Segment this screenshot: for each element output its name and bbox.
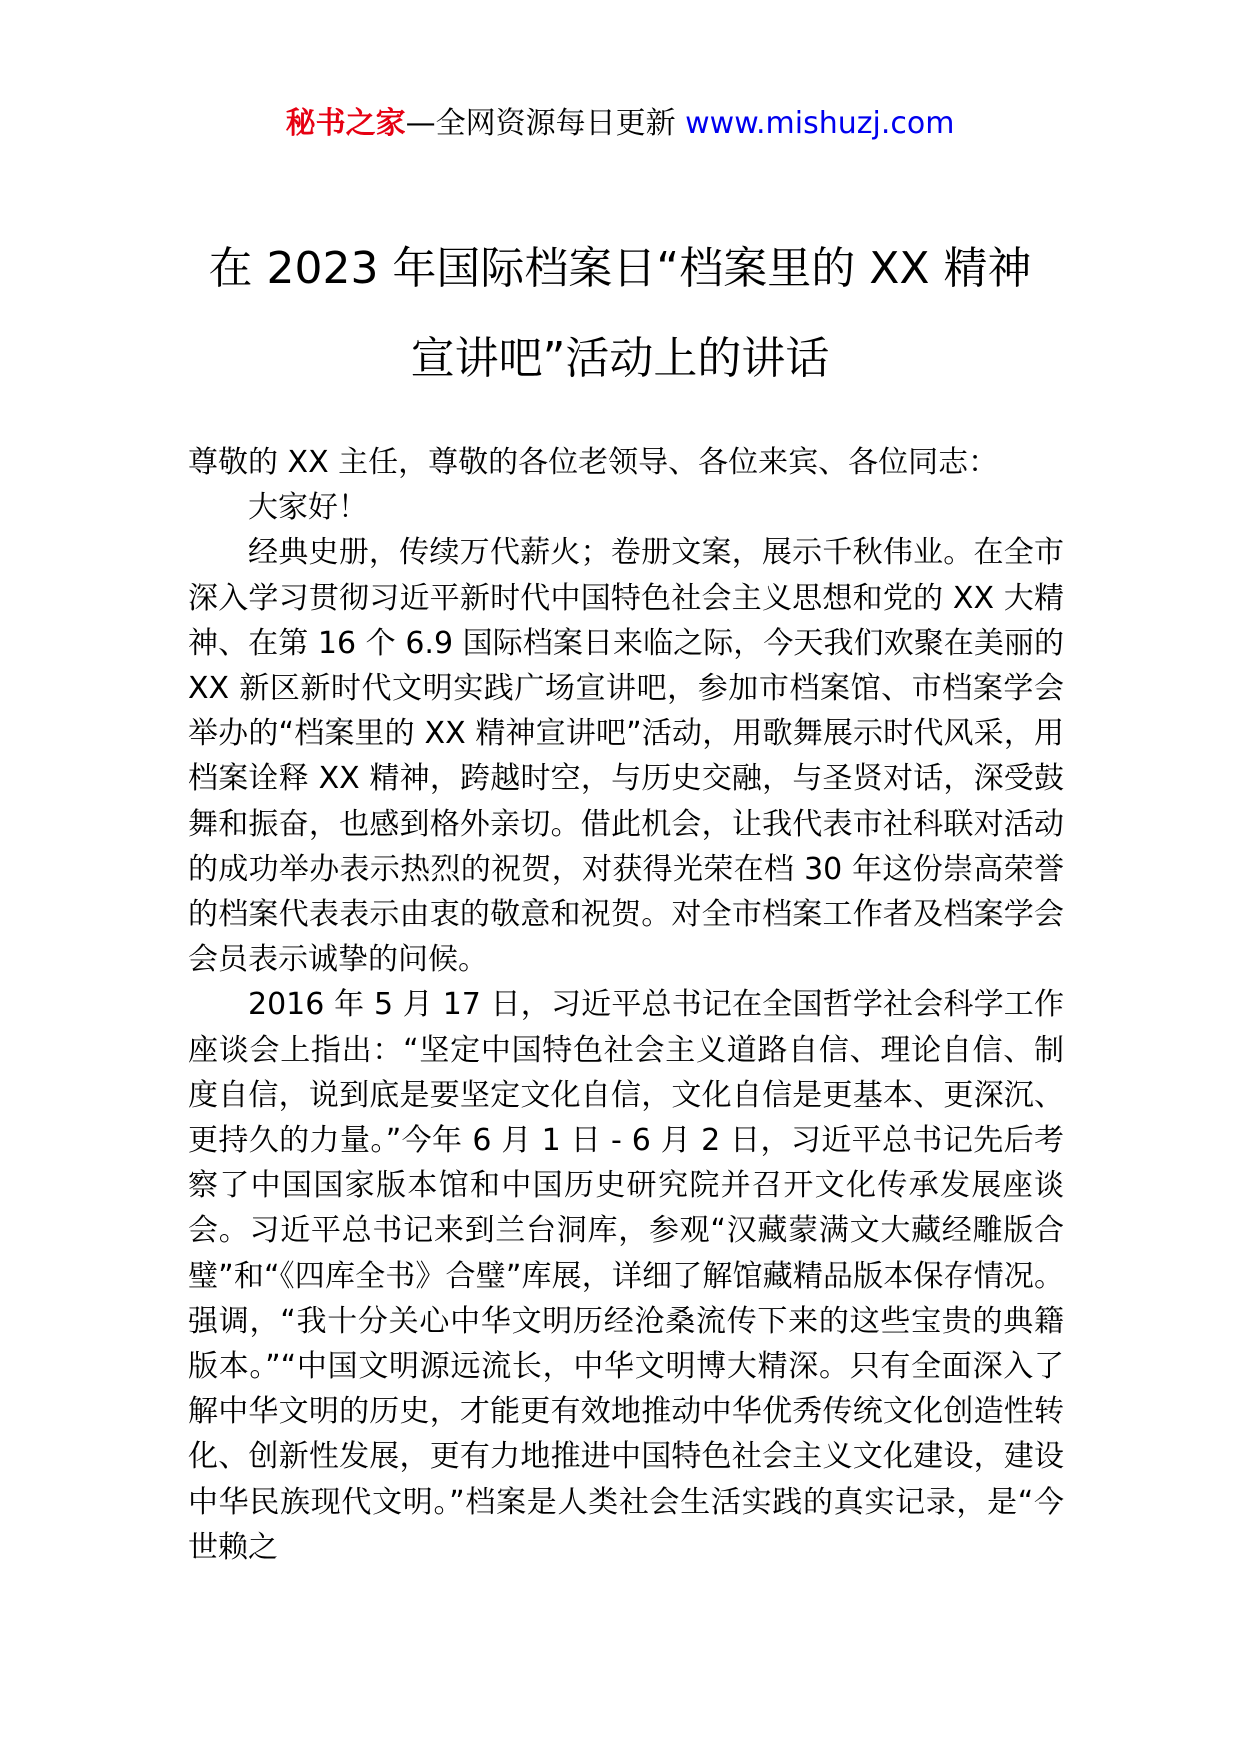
- site-header: [0, 98, 1240, 150]
- site-brand: 秘书之家: [285, 106, 406, 141]
- document-body: [188, 440, 1064, 1570]
- paragraph-1: 经典史册，传续万代薪火；卷册文案，展示千秋伟业。在全市深入学习贯彻习近平新时代中国特色社会主义思想和党的 XX 大精神、在第 16 个 6.9 国际档案日来临之际，今天我们欢聚在美丽的 XX 新区新时代文明实践广场宣讲吧，参加市档案馆、市档案学会举办的“档案里的 XX 精神宣讲吧”活动，用歌舞展示时代风采，用档案诠释 XX 精神，跨越时空，与历史交融，与圣贤对话，深受鼓舞和振奋，也感到格外亲切。借此机会，让我代表市社科联对活动的成功举办表示热烈的祝贺，对获得光荣在档 30 年这份崇高荣誉的档案代表表示由衷的敬意和祝贺。对全市档案工作者及档案学会会员表示诚挚的问候。: [188, 535, 1064, 978]
- salutation: 尊敬的 XX 主任，尊敬的各位老领导、各位来宾、各位同志：: [188, 445, 999, 480]
- document-title-line-1: 在 2023 年国际档案日“档案里的 XX 精神: [208, 243, 1032, 294]
- site-slogan: —全网资源每日更新: [405, 106, 686, 141]
- paragraph-2: 2016 年 5 月 17 日，习近平总书记在全国哲学社会科学工作座谈会上指出：“坚定中国特色社会主义道路自信、理论自信、制度自信，说到底是要坚定文化自信，文化自信是更基本、更深沉、更持久的力量。”今年 6 月 1 日 - 6 月 2 日，习近平总书记先后考察了中国国家版本馆和中国历史研究院并召开文化传承发展座谈会。习近平总书记来到兰台洞库，参观“汉藏蒙满文大藏经雕版合璧”和“《四库全书》合璧”库展，详细了解馆藏精品版本保存情况。强调，“我十分关心中华文明历经沧桑流传下来的这些宝贵的典籍版本。”“中国文明源远流长，中华文明博大精深。只有全面深入了解中华文明的历史，才能更有效地推动中华优秀传统文化创造性转化、创新性发展，更有力地推进中国特色社会主义文化建设，建设中华民族现代文明。”档案是人类社会生活实践的真实记录，是“今世赖之: [188, 987, 1064, 1565]
- document-title: [150, 224, 1090, 404]
- site-url-link[interactable]: www.mishuzj.com: [685, 106, 955, 141]
- greeting: 大家好！: [248, 490, 368, 526]
- document-title-line-2: 宣讲吧”活动上的讲话: [410, 333, 830, 384]
